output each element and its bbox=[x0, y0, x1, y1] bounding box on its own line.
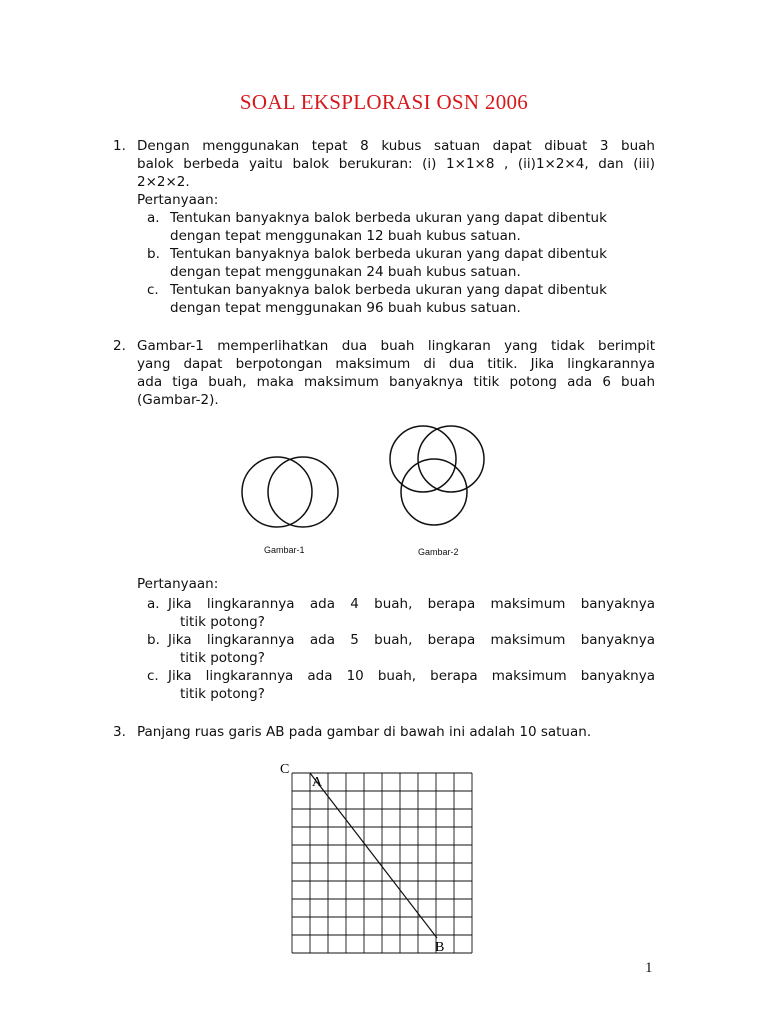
q1-line-2: balok berbeda yaitu balok berukuran: (i) 1×1×8 , (ii)1×2×4, dan (iii) bbox=[137, 156, 655, 172]
figure-1-caption: Gambar-1 bbox=[264, 545, 305, 555]
q1b-line-1: Tentukan banyaknya balok berbeda ukuran yang dapat dibentuk bbox=[170, 246, 607, 262]
figure-2-three-circles bbox=[380, 418, 490, 533]
figure-1-two-circles bbox=[235, 448, 345, 538]
grid-figure bbox=[270, 758, 480, 963]
label-b: B bbox=[435, 940, 445, 955]
label-a: A bbox=[312, 775, 323, 790]
q1c-marker: c. bbox=[147, 282, 159, 298]
q1a-line-1: Tentukan banyaknya balok berbeda ukuran yang dapat dibentuk bbox=[170, 210, 607, 226]
q2b-line-2: titik potong? bbox=[180, 650, 265, 666]
q1-question-label: Pertanyaan: bbox=[137, 192, 219, 208]
q2c-marker: c. bbox=[147, 668, 159, 684]
q2b-marker: b. bbox=[147, 632, 160, 648]
q2b-line-1: Jika lingkarannya ada 5 buah, berapa maksimum banyaknya bbox=[168, 632, 655, 648]
q2-line-3: ada tiga buah, maka maksimum banyaknya titik potong ada 6 buah bbox=[137, 374, 655, 390]
q1-line-3: 2×2×2. bbox=[137, 174, 190, 190]
q1a-line-2: dengan tepat menggunakan 12 buah kubus satuan. bbox=[170, 228, 521, 244]
q3-number: 3. bbox=[113, 724, 126, 740]
q2c-line-1: Jika lingkarannya ada 10 buah, berapa maksimum banyaknya bbox=[168, 668, 655, 684]
q1-number: 1. bbox=[113, 138, 126, 154]
grid-lines bbox=[292, 773, 472, 953]
q3-line-1: Panjang ruas garis AB pada gambar di bawah ini adalah 10 satuan. bbox=[137, 724, 592, 740]
label-c: C bbox=[280, 762, 290, 777]
page-title: SOAL EKSPLORASI OSN 2006 bbox=[239, 90, 529, 114]
q2a-marker: a. bbox=[147, 596, 160, 612]
q1c-line-2: dengan tepat menggunakan 96 buah kubus satuan. bbox=[170, 300, 521, 316]
q2-question-label: Pertanyaan: bbox=[137, 576, 219, 592]
q1c-line-1: Tentukan banyaknya balok berbeda ukuran yang dapat dibentuk bbox=[170, 282, 607, 298]
q1-line-1: Dengan menggunakan tepat 8 kubus satuan dapat dibuat 3 buah bbox=[137, 138, 655, 154]
q2-line-4: (Gambar-2). bbox=[137, 392, 219, 408]
q2c-line-2: titik potong? bbox=[180, 686, 265, 702]
figure-2-caption: Gambar-2 bbox=[418, 547, 459, 557]
q1b-line-2: dengan tepat menggunakan 24 buah kubus satuan. bbox=[170, 264, 521, 280]
q2a-line-1: Jika lingkarannya ada 4 buah, berapa maksimum banyaknya bbox=[168, 596, 655, 612]
circle bbox=[390, 426, 456, 492]
page-number: 1 bbox=[645, 960, 653, 976]
q2-line-2: yang dapat berpotongan maksimum di dua titik. Jika lingkarannya bbox=[137, 356, 655, 372]
q1a-marker: a. bbox=[147, 210, 160, 226]
q2-number: 2. bbox=[113, 338, 126, 354]
q1b-marker: b. bbox=[147, 246, 160, 262]
q2a-line-2: titik potong? bbox=[180, 614, 265, 630]
q2-line-1: Gambar-1 memperlihatkan dua buah lingkaran yang tidak berimpit bbox=[137, 338, 655, 354]
